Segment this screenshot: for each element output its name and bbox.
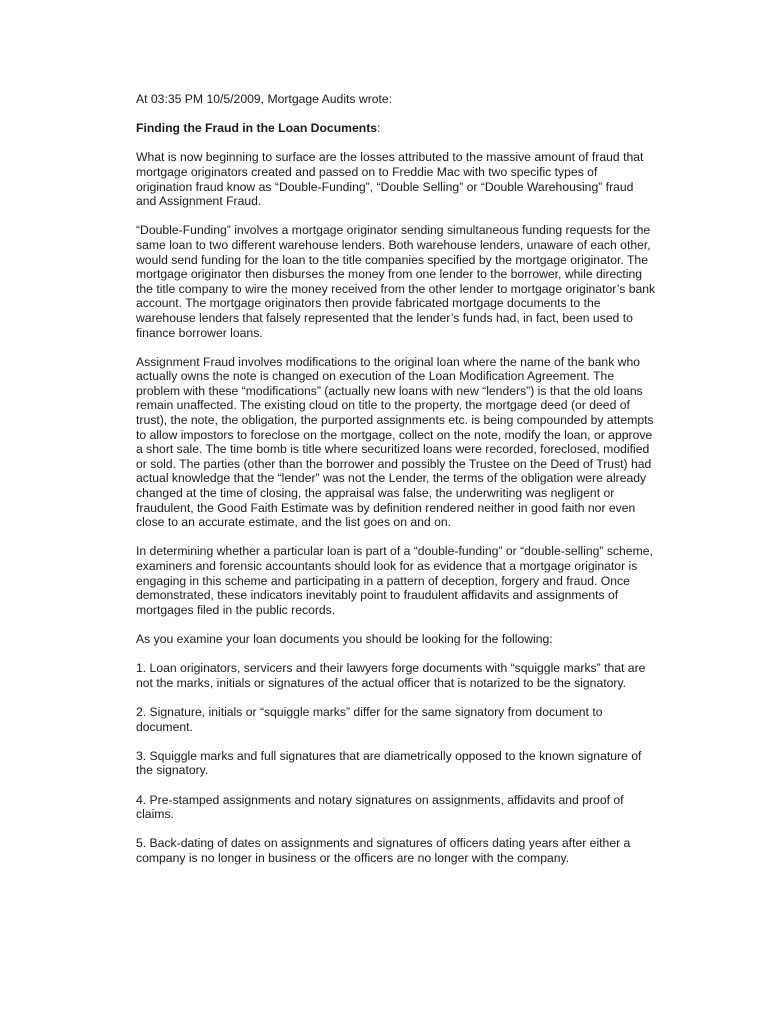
intro-paragraph: What is now beginning to surface are the losses attributed to the massive amount of fraud that mortgage originators created and passed on to Freddie Mac with two specific types of origination fraud know as “Double-Funding”, “Double Selling” or “Double Warehousing” fraud and Assignment Fraud. (136, 150, 644, 209)
determination-paragraph: In determining whether a particular loan is part of a “double-funding” or “double-selling” scheme, examiners and forensic accountants should look for as evidence that a mortgage originator is engaging in this scheme and participating in a pattern of deception, forgery and fraud. Once demonstrated, these indicators inevitably point to fraudulent affidavits and assignments of mortgages filed in the public records. (136, 544, 653, 617)
document-title (136, 121, 656, 136)
examination-lead-paragraph: As you examine your loan documents you should be looking for the following: (136, 631, 553, 646)
list-item-1: 1. Loan originators, servicers and their lawyers forge documents with “squiggle marks” that are not the marks, initials or signatures of the actual officer that is notarized to be the signatory. (136, 661, 646, 690)
email-header-line: At 03:35 PM 10/5/2009, Mortgage Audits wrote: (136, 92, 393, 106)
document-title-text: Finding the Fraud in the Loan Documents (136, 121, 378, 136)
assignment-fraud-paragraph: Assignment Fraud involves modifications to the original loan where the name of the bank who actually owns the note is changed on execution of the Loan Modification Agreement. The problem with these “modifications” (actually new loans with new “lenders”) is that the old loans remain unaffected. The existing cloud on title to the property, the mortgage deed (or deed of trust), the note, the obligation, the purported assignments etc. is being compounded by attempts to allow impostors to foreclose on the mortgage, collect on the note, modify the loan, or approve a short sale. The time bomb is title where securitized loans were recorded, foreclosed, modified or sold. The parties (other than the borrower and possibly the Trustee on the Deed of Trust) had actual knowledge that the “lender” was not the Lender, the terms of the obligation were already changed at the time of closing, the appraisal was false, the underwriting was negligent or fraudulent, the Good Faith Estimate was by definition rendered neither in good faith nor even close to an accurate estimate, and the list goes on and on. (136, 354, 654, 530)
list-item-2: 2. Signature, initials or “squiggle marks” differ for the same signatory from document to document. (136, 704, 603, 734)
list-item-4: 4. Pre-stamped assignments and notary signatures on assignments, affidavits and proof of claims. (136, 792, 624, 822)
list-item-5: 5. Back-dating of dates on assignments and signatures of officers dating years after either a company is no longer in business or the officers are no longer with the company. (136, 836, 631, 865)
email-body (136, 92, 656, 880)
document-title-suffix: : (377, 121, 381, 136)
double-funding-paragraph: “Double-Funding” involves a mortgage originator sending simultaneous funding requests for the same loan to two different warehouse lenders. Both warehouse lenders, unaware of each other, would send funding for the loan to the title companies specified by the mortgage originator. The mortgage originator then disburses the money from one lender to the borrower, while directing the title company to wire the money received from the other lender to mortgage originator’s bank account. The mortgage originators then provide fabricated mortgage documents to the warehouse lenders that falsely represented that the lender’s funds had, in fact, been used to finance borrower loans. (136, 223, 656, 340)
list-item-3: 3. Squiggle marks and full signatures that are diametrically opposed to the known signature of the signatory. (136, 748, 642, 778)
